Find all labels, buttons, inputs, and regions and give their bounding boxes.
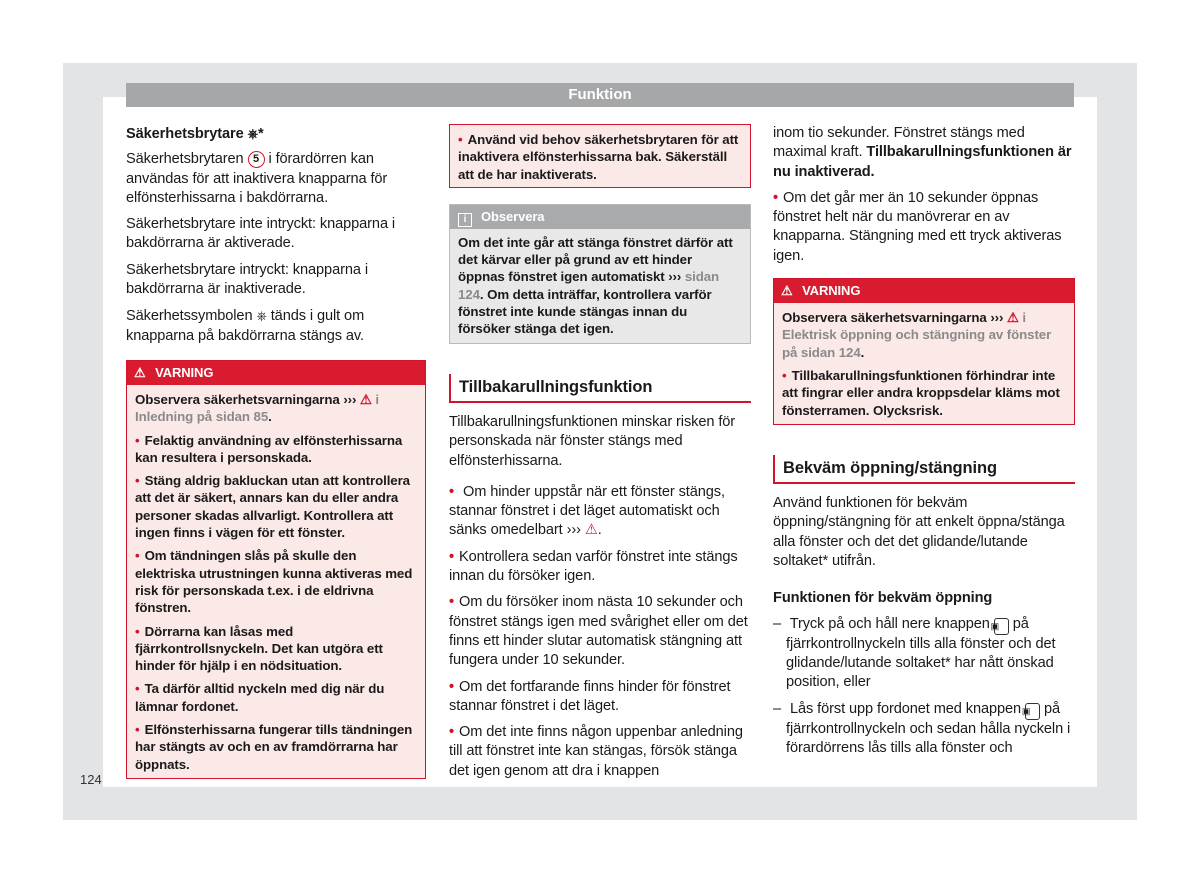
callout-number: 5 — [248, 151, 265, 168]
warning-icon: ⚠ — [1006, 310, 1019, 326]
window-lock-icon: ⎈ — [256, 308, 267, 324]
list-item: • Om hinder uppstår när ett fönster stängs, stannar fönstret i det läget automatiskt och sänks omedelbart ››› ⚠. — [449, 483, 751, 541]
warning-box — [126, 360, 426, 779]
warning-bullet: • Felaktig användning av elfönsterhissarna kan resultera i personskada. — [135, 432, 417, 467]
warning-bullet: • Elfönsterhissarna fungerar tills tändningen har stängts av och en av framdörrarna har öppnats. — [135, 721, 417, 773]
subheading: Funktionen för bekväm öppning — [773, 590, 993, 607]
unlock-key-icon: ▣ — [1025, 703, 1040, 720]
paragraph: Säkerhetsbrytare inte intryckt: knapparna i bakdörrarna är aktiverade. — [126, 216, 396, 252]
page-header: Funktion — [126, 83, 1074, 107]
warning-box-continued — [449, 124, 751, 188]
warning-intro: Observera säkerhetsvarningarna ››› ⚠ i Inledning på sidan 85. — [135, 391, 379, 425]
page-reference-link[interactable]: i Elektrisk öppning och stängning av fönster på sidan 124 — [782, 310, 1052, 360]
warning-bullet: • Dörrarna kan låsas med fjärrkontrollsnyckeln. Det kan utgöra ett hinder för hjälp i en nödsituation. — [135, 623, 417, 675]
note-box — [449, 204, 751, 344]
note-header: i Observera — [450, 205, 750, 229]
warning-header: ⚠ VARNING — [127, 361, 425, 385]
unlock-key-icon: ▣ — [994, 618, 1009, 635]
paragraph: Säkerhetsbrytaren 5 i förardörren kan användas för att inaktivera knapparna för elfönsterhissarna i bakdörrarna. — [126, 151, 388, 206]
column-1 — [126, 124, 426, 779]
warning-icon: ⚠ — [584, 522, 598, 539]
list-item: • Om det går mer än 10 sekunder öppnas fönstret helt när du manövrerar en av knapparna. Stängning med ett tryck aktiveras igen. — [773, 189, 1075, 266]
warning-bullet: • Om tändningen slås på skulle den elektriska utrustningen kunna aktiveras med risk för personskada t.ex. i de eldrivna fönstren. — [135, 547, 417, 616]
window-lock-icon: ⎈ — [247, 126, 258, 141]
warning-header: ⚠ VARNING — [774, 279, 1074, 303]
paragraph: Säkerhetssymbolen ⎈ tänds i gult om knapparna på bakdörrarna stängs av. — [126, 308, 365, 344]
paragraph: Tillbakarullningsfunktionen minskar risken för personskada när fönster stängs med elfönsterhissarna. — [449, 413, 736, 469]
paragraph: inom tio sekunder. Fönstret stängs med maximal kraft. Tillbakarullningsfunktionen är nu inaktiverad. — [773, 125, 1072, 180]
warning-bullet: • Ta därför alltid nyckeln med dig när du lämnar fordonet. — [135, 680, 417, 715]
note-body: Om det inte går att stänga fönstret därför att det kärvar eller på grund av ett hinder öppnas fönstret igen automatiskt ››› sidan 124. Om detta inträffar, kontrollera varför fönstret inte kunde stängas innan du försöker stänga det igen. — [458, 234, 733, 337]
page-reference-link[interactable]: i Inledning på sidan 85 — [135, 391, 379, 425]
safety-switch-heading: Säkerhetsbrytare ⎈* — [126, 126, 264, 142]
warning-bullet: • Tillbakarullningsfunktionen förhindrar inte att fingrar eller andra kroppsdelar kläms mot fönsterramen. Olycksrisk. — [782, 367, 1066, 419]
step-item: – Lås först upp fordonet med knappen ▣ på fjärrkontrollnyckeln och sedan hålla nyckeln i förardörrens lås tills alla fönster och — [773, 700, 1075, 759]
warning-bullet: • Använd vid behov säkerhetsbrytaren för att inaktivera elfönsterhissarna bak. Säkerställ att de har inaktiverats. — [458, 131, 742, 183]
warning-bullet: • Stäng aldrig bakluckan utan att kontrollera att det är säkert, annars kan du eller andra personer skadas allvarligt. Kontrollera att ingen finns i vägen för ett fönster. — [135, 472, 417, 541]
list-item: • Om du försöker inom nästa 10 sekunder och fönstret stängs igen med svårighet eller om det finns ett hinder slutar automatisk stängning att fungera under 10 sekunder. — [449, 593, 751, 670]
section-title-bekvam: Bekväm öppning/stängning — [773, 455, 1075, 484]
page-reference-link[interactable]: sidan 124 — [458, 269, 720, 302]
info-icon: i — [458, 213, 472, 227]
page-number: 124 — [80, 772, 102, 787]
warning-icon: ⚠ — [359, 391, 372, 407]
warning-intro: Observera säkerhetsvarningarna ››› ⚠ i Elektrisk öppning och stängning av fönster på sidan 124. — [782, 310, 1052, 360]
paragraph: Säkerhetsbrytare intryckt: knapparna i bakdörrarna är inaktiverade. — [126, 261, 368, 298]
column-3 — [773, 124, 1075, 765]
warning-box — [773, 278, 1075, 425]
section-title-tillbakarullning: Tillbakarullningsfunktion — [449, 374, 751, 403]
list-item: • Om det inte finns någon uppenbar anledning till att fönstret inte kan stängas, försök stänga det igen genom att dra i knappen — [449, 723, 751, 781]
list-item: • Om det fortfarande finns hinder för fönstret stannar fönstret i det läget. — [449, 678, 751, 717]
warning-icon: ⚠ — [781, 283, 793, 299]
list-item: • Kontrollera sedan varför fönstret inte stängs innan du försöker igen. — [449, 548, 751, 587]
warning-icon: ⚠ — [134, 364, 146, 380]
column-2 — [449, 124, 751, 788]
step-item: – Tryck på och håll nere knappen ▣ på fjärrkontrollnyckeln tills alla fönster och det glidande/lutande soltaket* har nått önskad position, eller — [773, 615, 1075, 693]
paragraph: Använd funktionen för bekväm öppning/stängning för att enkelt öppna/stänga alla fönster och det det glidande/lutande soltaket* utifrån. — [773, 495, 1065, 570]
